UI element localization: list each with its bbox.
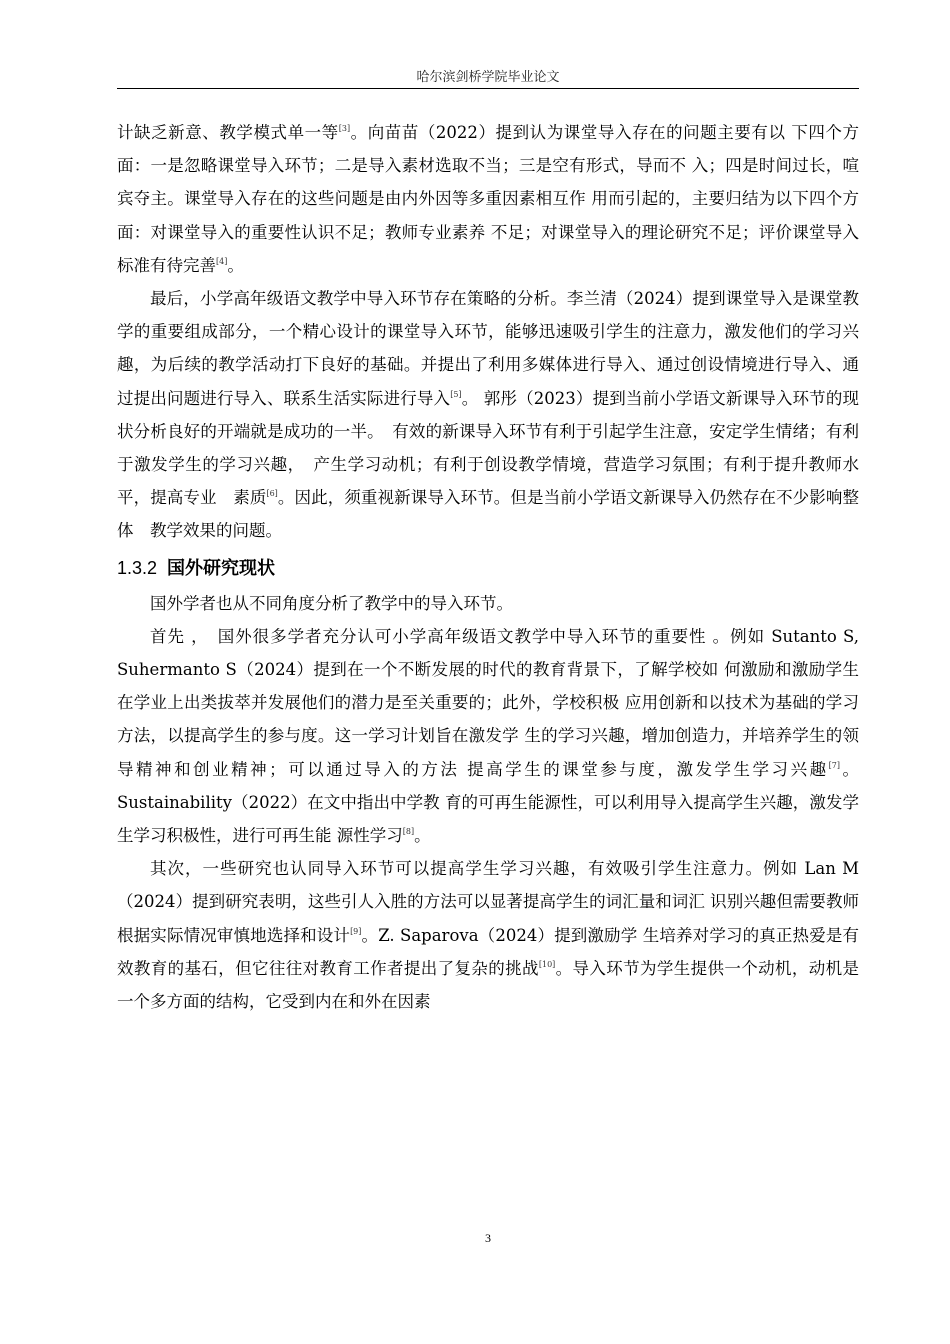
paragraph-4-text-c: 。 [414,826,431,846]
paragraph-5-text-a: 其次，一些研究也认同导入环节可以提高学生学习兴趣，有效吸引学生注意力。例如 Lan M（2024）提到研究表明，这些引人入胜的方法可以显著提高学生的词汇量和词汇 识别兴趣但需要教师根据实际情况审慎地选择和设计 [117,859,859,945]
paragraph-2-text-a: 最后，小学高年级语文教学中导入环节存在策略的分析。李兰清（2024）提到课堂导入是课堂教学的重要组成部分，一个精心设计的课堂导入环节，能够迅速吸引学生的注意力，激发他们的学习兴趣，为后续的教学活动打下良好的基础。并提出了利用多媒体进行导入、通过创设情境进行导入、通过提出问题进行导入、联系生活实际进行导入 [117,289,859,408]
paragraph-1-text-b: 。向苗苗（2022）提到认为课堂导入存在的问题主要有以 下四个方面：一是忽略课堂导入环节；二是导入素材选取不当；三是空有形式，导而不 入；四是时间过长，喧宾夺主。课堂导入存在的这些问题是由内外因等多重因素相互作 用而引起的，主要归结为以下四个方面：对课堂导入的重要性认识不足；教师专业素养 不足；对课堂导入的理论研究不足；评价课堂导入标准有待完善 [117,123,859,275]
section-title: 国外研究现状 [167,557,276,579]
paragraph-4 [117,620,859,852]
citation-10: [10] [538,959,556,969]
page-number: 3 [485,1231,491,1245]
citation-8: [8] [402,827,415,837]
header-rule [117,88,859,89]
paragraph-4-text-a: 首先 ， 国外很多学者充分认可小学高年级语文教学中导入环节的重要性 。例如 Sutanto S, Suhermanto S（2024）提到在一个不断发展的时代的教育背景下，了解学校如 何激励和激励学生在学业上出类拔萃并发展他们的潜力是至关重要的；此外，学校积极 应用创新和以技术为基础的学习方法，以提高学生的参与度。这一学习计划旨在激发学 生的学习兴趣，增加创造力，并培养学生的领导精神和创业精神；可以通过导入的方法 提高学生的课堂参与度，激发学生学习兴趣 [117,626,859,779]
paragraph-5-text-b: 。Z. Saparova（2024）提到激励学 生培养对学习的真正热爱是有效教育的基石，但它往往对教育工作者提出了复杂的挑战 [117,925,860,978]
paragraph-5-text-c: 。导入环节为学生提供一个动机，动机是一个多方面的结构，它受到内在和外在因素 [117,958,860,1012]
section-heading [117,552,859,585]
running-header: 哈尔滨剑桥学院毕业论文 [416,70,560,85]
paragraph-1-text-a: 计缺乏新意、教学模式单一等 [117,123,339,142]
citation-6: [6] [266,489,278,499]
paragraph-4-text-b: 。Sustainability（2022）在文中指出中学教 育的可再生能源性，可以利用导入提高学生兴趣，激发学生学习积极性，进行可再生能 源性学习 [117,759,860,846]
paragraph-5 [117,852,859,1018]
citation-4: [4] [216,256,228,266]
paragraph-1-text-c: 。 [227,255,244,275]
citation-7: [7] [828,760,840,770]
citation-3: [3] [338,124,351,133]
citation-9: [9] [350,926,362,936]
paragraph-2-text-c: 。因此，须重视新课导入环节。但是当前小学语文新课导入仍然存在不少影响整体 教学效果的问题。 [117,488,860,541]
paragraph-1 [117,116,859,282]
body-text [117,116,859,1018]
paragraph-3: 国外学者也从不同角度分析了教学中的导入环节。 [150,593,513,613]
paragraph-2-text-b: 。 郭彤（2023）提到当前小学语文新课导入环节的现状分析良好的开端就是成功的一半。 有效的新课导入环节有利于引起学生注意，安定学生情绪；有利于激发学生的学习兴趣， 产生学习动机；有利于创设教学情境，营造学习氛围；有利于提升教师水平，提高专业 素质 [117,388,859,508]
paragraph-2 [117,282,859,548]
citation-5: [5] [450,389,462,399]
section-number: 1.3.2 [117,557,158,578]
